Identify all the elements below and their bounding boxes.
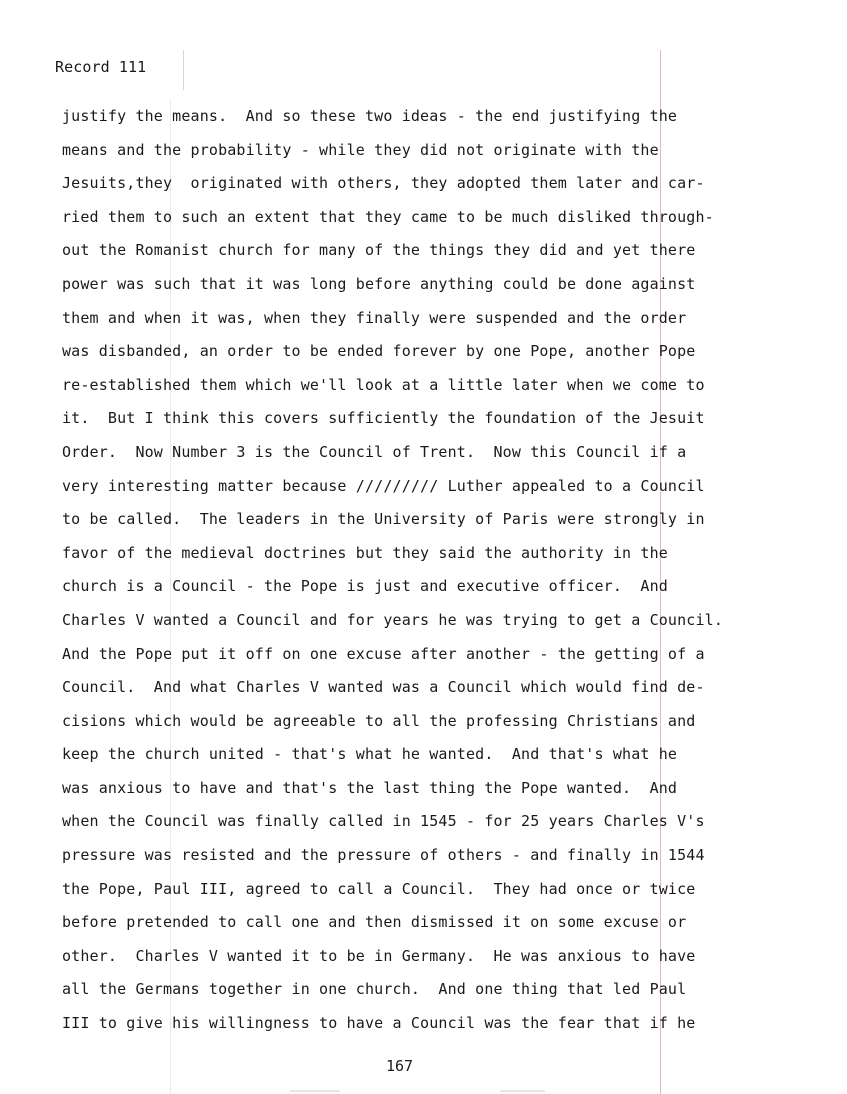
text-line: power was such that it was long before anything could be done against bbox=[62, 274, 696, 293]
text-line: when the Council was finally called in 1545 - for 25 years Charles V's bbox=[62, 812, 705, 831]
text-line: church is a Council - the Pope is just and executive officer. And bbox=[62, 577, 668, 596]
text-line: ried them to such an extent that they came to be much disliked through- bbox=[62, 207, 714, 226]
scan-smudge bbox=[290, 1090, 340, 1092]
text-line: before pretended to call one and then dismissed it on some excuse or bbox=[62, 913, 687, 932]
text-line: to be called. The leaders in the University of Paris were strongly in bbox=[62, 510, 705, 529]
text-line: them and when it was, when they finally were suspended and the order bbox=[62, 308, 687, 327]
text-line: Charles V wanted a Council and for years he was trying to get a Council. bbox=[62, 610, 724, 629]
text-line: Jesuits,they originated with others, they adopted them later and car- bbox=[62, 174, 705, 193]
text-line: was anxious to have and that's the last thing the Pope wanted. And bbox=[62, 778, 678, 797]
record-label: Record 111 bbox=[55, 58, 147, 76]
text-line: very interesting matter because ///////// Luther appealed to a Council bbox=[62, 476, 705, 495]
text-line: cisions which would be agreeable to all the professing Christians and bbox=[62, 711, 696, 730]
text-line: was disbanded, an order to be ended forever by one Pope, another Pope bbox=[62, 342, 696, 361]
text-line: And the Pope put it off on one excuse after another - the getting of a bbox=[62, 644, 705, 663]
text-line: out the Romanist church for many of the things they did and yet there bbox=[62, 241, 696, 260]
text-line: the Pope, Paul III, agreed to call a Council. They had once or twice bbox=[62, 879, 696, 898]
transcript-body bbox=[62, 104, 802, 1045]
page-number: 167 bbox=[386, 1057, 414, 1075]
text-line: Order. Now Number 3 is the Council of Trent. Now this Council if a bbox=[62, 442, 687, 461]
scan-artifact-line bbox=[183, 50, 184, 90]
text-line: keep the church united - that's what he wanted. And that's what he bbox=[62, 745, 678, 764]
text-line: re-established them which we'll look at a little later when we come to bbox=[62, 375, 705, 394]
text-line: Council. And what Charles V wanted was a Council which would find de- bbox=[62, 678, 705, 697]
text-line: means and the probability - while they did not originate with the bbox=[62, 140, 659, 159]
text-line: III to give his willingness to have a Council was the fear that if he bbox=[62, 1014, 696, 1033]
text-line: it. But I think this covers sufficiently the foundation of the Jesuit bbox=[62, 409, 705, 428]
text-line: pressure was resisted and the pressure of others - and finally in 1544 bbox=[62, 846, 705, 865]
text-line: other. Charles V wanted it to be in Germany. He was anxious to have bbox=[62, 946, 696, 965]
text-line: all the Germans together in one church. And one thing that led Paul bbox=[62, 980, 687, 999]
text-line: favor of the medieval doctrines but they said the authority in the bbox=[62, 543, 668, 562]
text-line: justify the means. And so these two ideas - the end justifying the bbox=[62, 107, 678, 125]
scan-smudge bbox=[500, 1090, 545, 1092]
